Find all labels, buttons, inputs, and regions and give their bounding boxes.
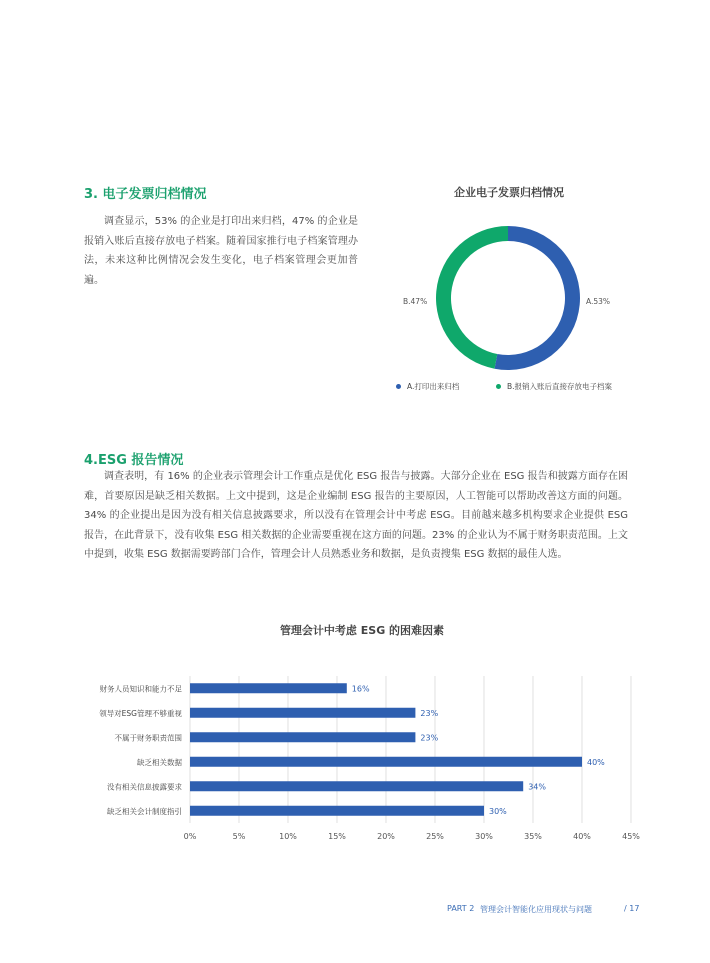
bar-rect xyxy=(190,708,415,718)
section-3-paragraph: 调查显示，53% 的企业是打印出来归档，47% 的企业是报销入账后直接存放电子档案。随着国家推行电子档案管理办法，未来这种比例情况会发生变化，电子档案管理会更加普遍。 xyxy=(84,216,358,286)
pie-legend-a xyxy=(396,381,459,392)
bar-value-label: 23% xyxy=(420,708,439,718)
bar-value-label: 16% xyxy=(351,684,370,694)
pie-slice-0 xyxy=(495,226,580,370)
bar-category-label: 不属于财务职责范围 xyxy=(114,733,182,743)
pie-chart xyxy=(428,218,588,378)
section-4-title: 4.ESG 报告情况 xyxy=(84,453,184,468)
legend-dot-green xyxy=(496,384,501,389)
pie-chart-title: 企业电子发票归档情况 xyxy=(454,186,564,199)
bar-chart xyxy=(0,670,710,855)
bar-value-label: 34% xyxy=(528,782,546,792)
bar-value-label: 23% xyxy=(420,733,439,743)
bar-x-tick-label: 25% xyxy=(426,832,444,841)
bar-value-label: 30% xyxy=(489,806,507,816)
pie-legend-a-label: A.打印出来归档 xyxy=(407,382,460,391)
bar-x-tick-label: 30% xyxy=(475,832,493,841)
section-4-paragraph: 调查表明，有 16% 的企业表示管理会计工作重点是优化 ESG 报告与披露。大部分企业在 ESG 报告和披露方面存在困难，首要原因是缺乏相关数据。上文中提到，这是企业编制 ESG 报告的主要原因，人工智能可以帮助改善这方面的问题。34% 的企业提出是因为没有相关信息披露要求，所以没有在管理会计中考虑 ESG。目前越来越多机构要求企业提供 ESG 报告，在此背景下，没有收集 ESG 相关数据的企业需要重视在这方面的问题。23% 的企业认为不属于财务职责范围。上文中提到，收集 ESG 数据需要跨部门合作，管理会计人员熟悉业务和数据，是负责搜集 ESG 数据的最佳人选。 xyxy=(84,471,628,560)
bar-x-tick-label: 35% xyxy=(524,832,542,841)
bar-x-tick-label: 40% xyxy=(573,832,591,841)
bar-rect xyxy=(190,683,347,693)
bar-rect xyxy=(190,732,415,742)
footer-page-number: / 17 xyxy=(624,904,640,913)
bar-category-label: 财务人员知识和能力不足 xyxy=(99,684,182,694)
bar-x-tick-label: 20% xyxy=(377,832,395,841)
bar-rect xyxy=(190,757,582,767)
bar-chart-title: 管理会计中考虑 ESG 的困难因素 xyxy=(279,624,445,637)
section-3-title: 3. 电子发票归档情况 xyxy=(84,187,207,202)
pie-slice-1 xyxy=(436,226,508,369)
bar-category-label: 没有相关信息披露要求 xyxy=(107,782,182,792)
bar-category-label: 缺乏相关会计制度指引 xyxy=(107,806,182,816)
bar-x-tick-label: 5% xyxy=(232,832,246,841)
pie-legend-b xyxy=(496,381,612,392)
pie-legend-b-label: B.报销入账后直接存放电子档案 xyxy=(507,382,613,391)
footer-part: PART 2 xyxy=(447,904,475,913)
bar-x-tick-label: 45% xyxy=(622,832,640,841)
bar-value-label: 40% xyxy=(587,757,605,767)
footer-chapter: 管理会计智能化应用现状与问题 xyxy=(480,905,592,914)
pie-label-b: B.47% xyxy=(403,297,428,306)
bar-rect xyxy=(190,806,484,816)
pie-label-a: A.53% xyxy=(586,297,611,306)
bar-x-tick-label: 15% xyxy=(328,832,346,841)
bar-rect xyxy=(190,781,523,791)
bar-x-tick-label: 10% xyxy=(279,832,297,841)
bar-category-label: 领导对ESG管理不够重视 xyxy=(99,708,182,718)
bar-category-label: 缺乏相关数据 xyxy=(137,757,182,767)
legend-dot-blue xyxy=(396,384,401,389)
bar-x-tick-label: 0% xyxy=(183,832,197,841)
